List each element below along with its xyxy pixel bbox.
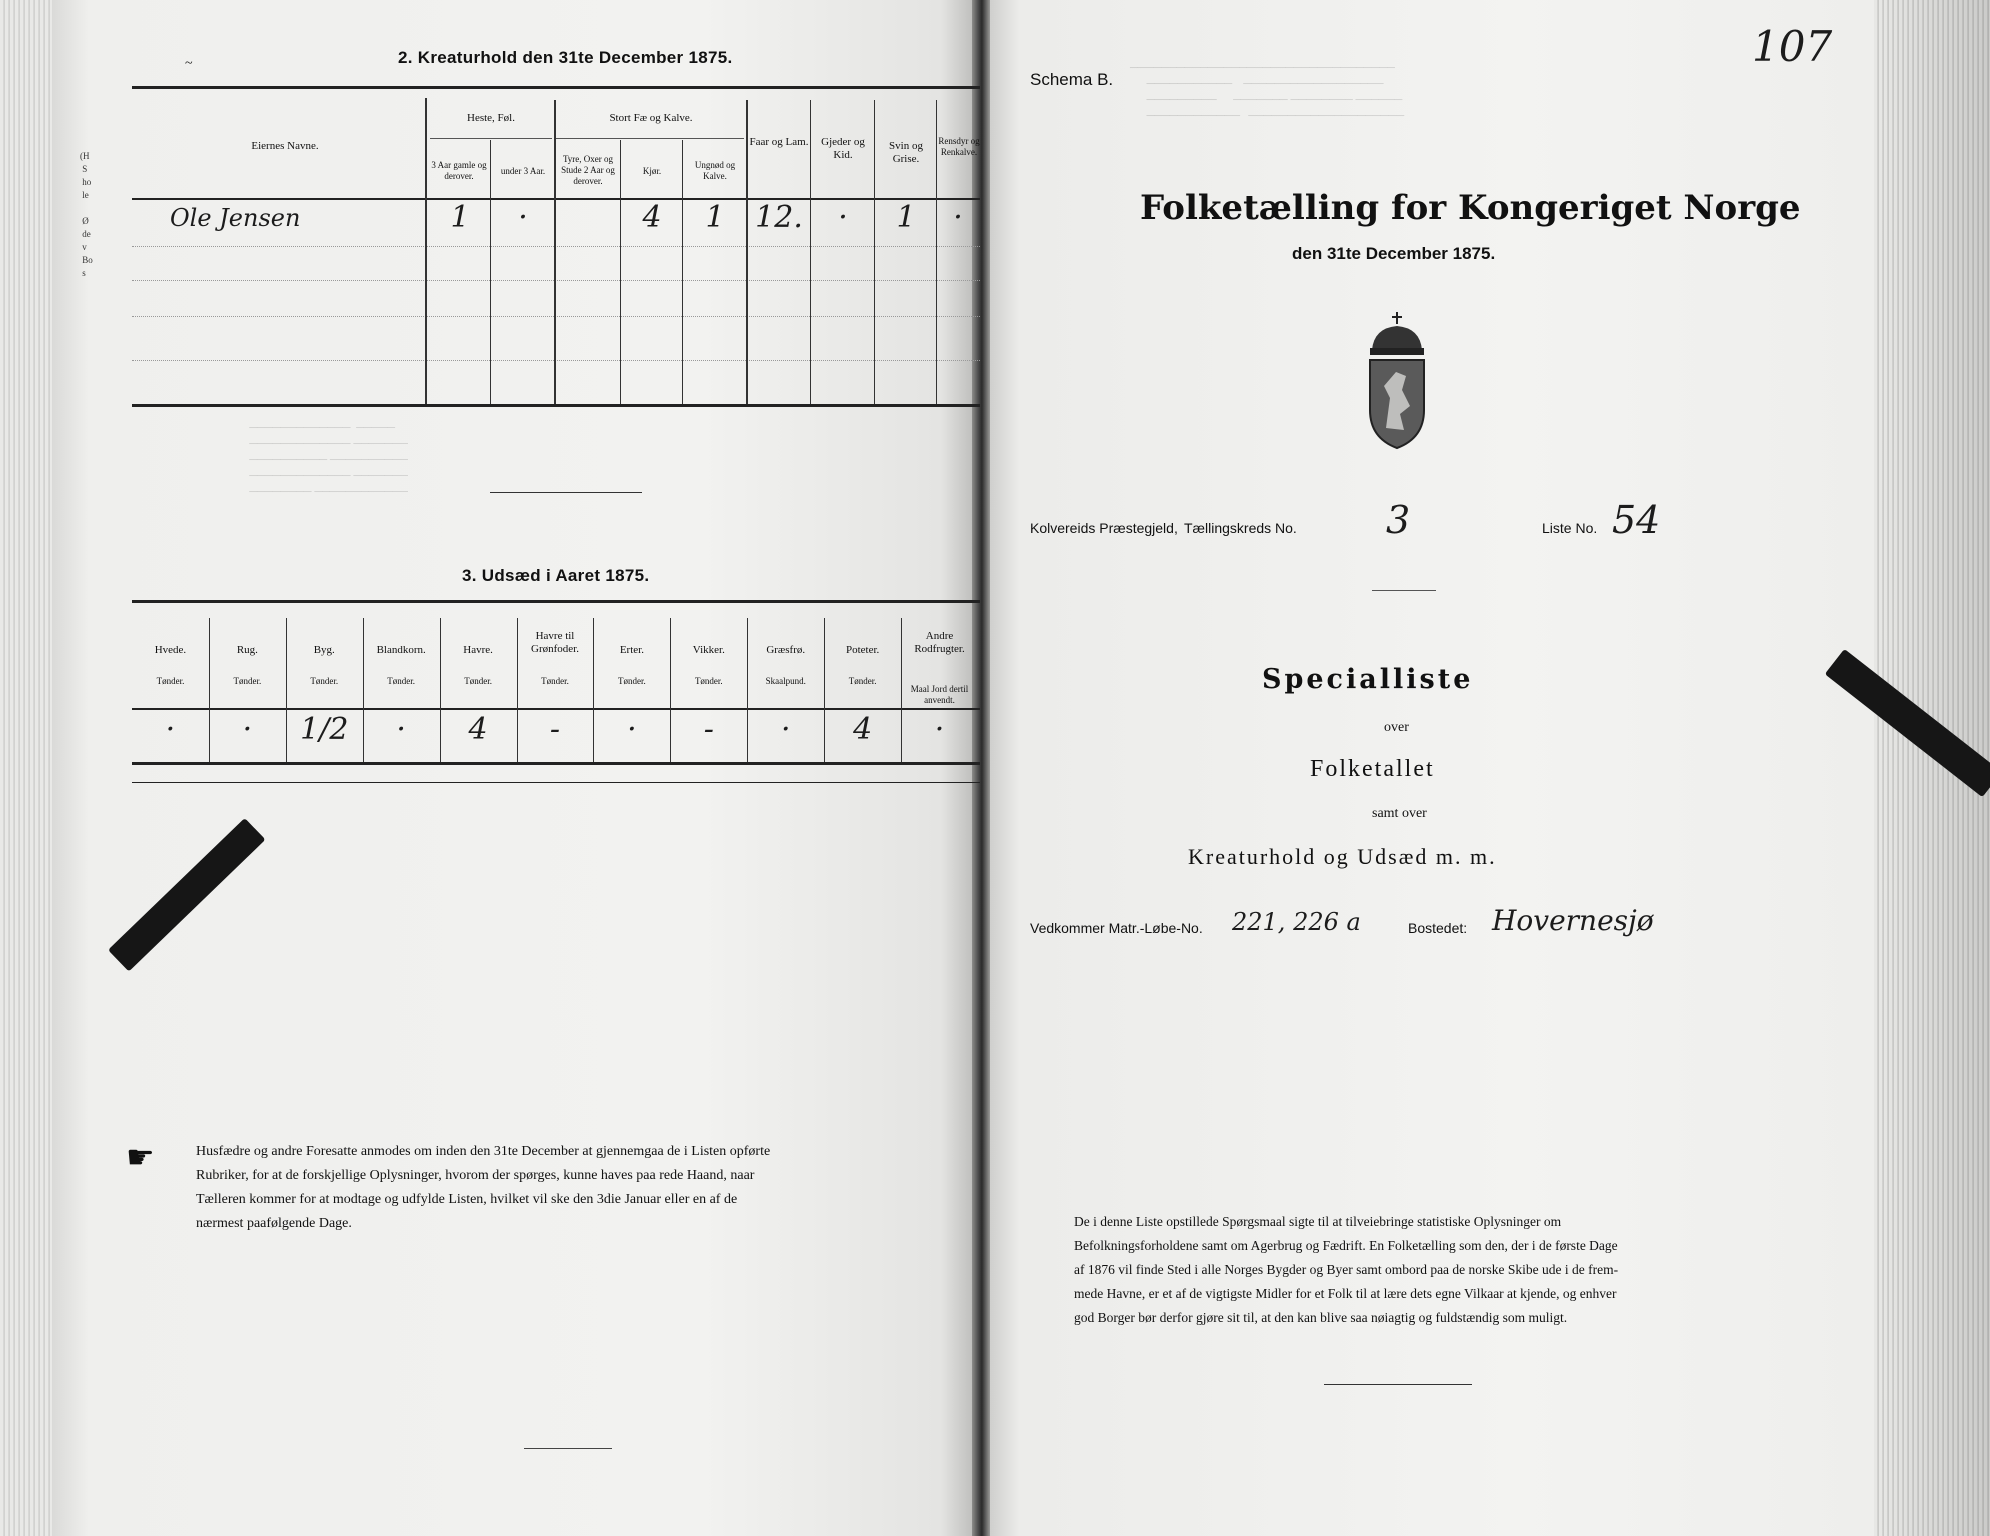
table3-col-unit: Tønder. (464, 676, 492, 686)
table3-col-unit: Tønder. (387, 676, 416, 686)
kjor-value: 4 (642, 200, 662, 235)
table3-under-rule (132, 782, 980, 783)
short-rule (1372, 590, 1436, 591)
notice-line: Husfædre og andre Foresatte anmodes om inden den 31te December at gjennemgaa de i Listen opførte (196, 1144, 771, 1159)
table3-col-header: Blandkorn. (376, 644, 426, 656)
col-owner-header: Eiernes Navne. (251, 140, 319, 152)
table2-col-divider (425, 98, 427, 404)
table3-col-header: Havre. (463, 644, 493, 656)
notice-line: nærmest paafølgende Dage. (196, 1216, 352, 1231)
table3-cell-value: 4 (853, 712, 873, 747)
table3-header-rule (132, 708, 980, 710)
left-page-edges (0, 0, 52, 1536)
table3-cell-value: - (703, 712, 714, 747)
footer-line: god Borger bør derfor gjøre sit til, at den kan blive saa nøiagtig og fuldstændig som muligt. (1074, 1310, 1568, 1325)
table3-cell-value: · (242, 712, 253, 747)
table2-col-divider (620, 140, 621, 404)
footer-line: af 1876 vil finde Sted i alle Norges Bygder og Byer samt ombord paa de norske Skibe ude i de frem- (1074, 1262, 1619, 1277)
table3-col-unit: Tønder. (310, 676, 339, 686)
table3-cell-value: · (780, 712, 791, 747)
norway-coat-of-arms-icon (1362, 310, 1432, 452)
samt-over-label: samt over (1372, 806, 1427, 821)
bosted-label: Bostedet: (1408, 920, 1468, 936)
table3-cell-value: · (396, 712, 406, 747)
folketallet-heading: Folketallet (1310, 756, 1435, 782)
census-date: den 31te December 1875. (1292, 244, 1496, 263)
table3-col-header: Poteter. (845, 644, 880, 656)
col-heste-young: under 3 Aar. (500, 166, 546, 176)
page-number: 107 (1752, 22, 1833, 71)
col-tyre: Tyre, Oxer og Stude 2 Aar og derover. (561, 154, 615, 186)
table3-col-unit: Tønder. (848, 676, 877, 686)
schema-label: Schema B. (1030, 70, 1114, 89)
table3-cell-value: 4 (468, 712, 488, 747)
margin-notes: (H S ho le Ø de v Bo s (80, 151, 93, 278)
col-ungnod: Ungnød og Kalve. (694, 160, 736, 181)
col-heste-group: Heste, Føl. (467, 112, 515, 124)
kreds-label: Tællingskreds No. (1184, 520, 1297, 536)
table3-col-header: Havre til Grønfoder. (531, 630, 579, 655)
table2-col-divider (682, 140, 683, 404)
col-heste-old: 3 Aar gamle og derover. (431, 160, 487, 181)
heste-young-value: · (518, 200, 528, 235)
faar-value: 12. (755, 200, 803, 235)
table3-col-unit: Tønder. (618, 676, 646, 686)
table2-group-rule-heste (430, 138, 552, 139)
table3-col-unit: Tønder. (541, 676, 569, 686)
table3-col-header: Vikker. (692, 644, 725, 656)
section3-title: 3. Udsæd i Aaret 1875. (462, 566, 650, 585)
table2-col-divider (554, 100, 556, 404)
heste-old-value: 1 (450, 200, 470, 235)
separator-rule (490, 492, 642, 493)
col-svin: Svin og Grise. (889, 140, 923, 165)
over-label: over (1384, 720, 1409, 735)
table2-top-rule (132, 86, 980, 89)
table3-cell-value: 1/2 (300, 712, 349, 747)
table3-cell-value: - (549, 712, 561, 747)
footer-text (1074, 1210, 1798, 1330)
col-rensdyr: Rensdyr og Renkalve. (938, 136, 980, 157)
notice-text (196, 1140, 952, 1236)
kreds-number: 3 (1386, 498, 1411, 542)
table3-top-rule (132, 600, 980, 603)
liste-number: 54 (1612, 498, 1661, 542)
footer-line: Befolkningsforholdene samt om Agerbrug og Fædrift. En Folketælling som den, der i de første Dage (1074, 1238, 1618, 1253)
table3-col-unit: Tønder. (694, 676, 723, 686)
table2-row-dots-2 (132, 280, 980, 281)
col-stort-group: Stort Fæ og Kalve. (609, 112, 693, 124)
bottom-rule-left (524, 1448, 612, 1449)
table3-col-unit: Tønder. (156, 676, 185, 686)
footer-line: mede Havne, er et af de vigtigste Midler for et Folk til at lære dets egne Vilkaar at kjende, og enhver (1074, 1286, 1617, 1301)
bleed-through-text: ───────────── ───── ───────────── ─────── ────────── ────────── ───────────── ─────── ──────── ──────────── (249, 422, 408, 498)
corner-mark: ~ (185, 56, 193, 71)
table2-group-rule-stort (556, 138, 744, 139)
rensdyr-value: · (953, 200, 963, 235)
section2-title: 2. Kreaturhold den 31te December 1875. (398, 48, 733, 67)
table3-col-header: Græsfrø. (766, 644, 806, 656)
liste-label: Liste No. (1542, 520, 1598, 536)
matr-label: Vedkommer Matr.-Løbe-No. (1030, 920, 1203, 936)
bottom-rule-right (1324, 1384, 1472, 1385)
footer-line: De i denne Liste opstillede Spørgsmaal sigte til at tilveiebringe statistiske Oplysninger om (1074, 1214, 1562, 1229)
ungnod-value: 1 (705, 200, 725, 235)
bosted-value: Hovernesjø (1492, 904, 1654, 937)
main-title: Folketælling for Kongeriget Norge (1140, 188, 1801, 228)
table3-cell-value: · (934, 712, 945, 747)
table2-col-divider (874, 100, 875, 404)
col-faar: Faar og Lam. (749, 136, 809, 148)
pointing-hand-icon: ☛ (126, 1139, 155, 1175)
table3-col-header: Erter. (619, 644, 644, 656)
notice-line: Rubriker, for at de forskjellige Oplysninger, hvorom der spørges, kunne haves paa rede Haand, naar (196, 1168, 755, 1183)
kreaturhold-heading: Kreaturhold og Udsæd m. m. (1188, 844, 1497, 869)
table2-row-dots-3 (132, 316, 980, 317)
prestegjeld-label: Kolvereids Præstegjeld, (1030, 520, 1178, 536)
table3-col-header: Rug. (236, 644, 258, 656)
table3-cell-value: · (165, 712, 176, 747)
table3-bottom-rule (132, 762, 980, 765)
table3-col-unit: Maal Jord dertil anvendt. (910, 684, 969, 705)
notice-line: Tælleren kommer for at modtage og udfylde Listen, hvilket vil ske den 3die Januar eller en af de (196, 1192, 738, 1207)
table3-col-header: Byg. (313, 644, 335, 656)
bleed-through-text-right: ────────────────────────────────── ─────────── ────────────────── ───────── ─────── ──────── ────── ──────────── ──────────────────── (1130, 62, 1405, 122)
table2-row-dots-4 (132, 360, 980, 361)
table2-row-dots (132, 246, 980, 247)
table3-col-header: Hvede. (154, 644, 187, 656)
col-kjor: Kjør. (642, 166, 662, 176)
table2-col-divider (490, 140, 491, 404)
col-gjeder: Gjeder og Kid. (821, 136, 865, 161)
table3-col-unit: Skaalpund. (765, 676, 806, 686)
table2-bottom-rule (132, 404, 980, 407)
specialliste-heading: Specialliste (1262, 664, 1474, 695)
owner-name: Ole Jensen (170, 204, 301, 232)
matr-value: 221, 226 a (1232, 908, 1361, 936)
svin-value: 1 (896, 200, 916, 235)
table3-cell-value: · (627, 712, 637, 747)
table2-col-divider (936, 100, 937, 404)
table2-col-divider (810, 100, 811, 404)
table3-col-header: Andre Rodfrugter. (914, 630, 965, 655)
gjeder-value: · (838, 200, 848, 235)
table3-col-unit: Tønder. (233, 676, 262, 686)
